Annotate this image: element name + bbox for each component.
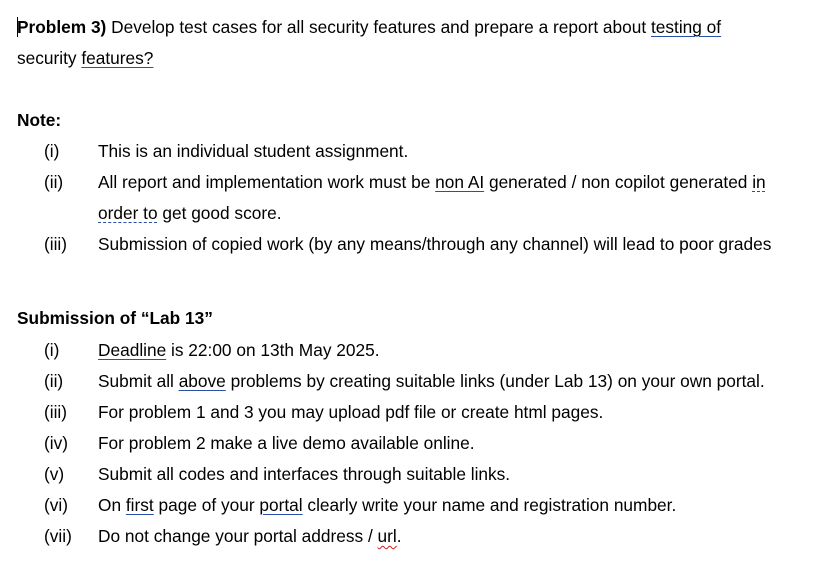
item-number: (vii): [44, 526, 72, 546]
problem-link-testing: testing of: [650, 17, 722, 37]
non-ai-underlined: non AI: [435, 172, 485, 192]
item-number: (ii): [44, 371, 64, 391]
problem-text: Develop test cases for all security features and prepare a report about: [106, 17, 651, 37]
item-number: (iii): [44, 402, 68, 422]
item-number: (vi): [44, 495, 68, 515]
problem-line-1: [17, 17, 721, 38]
item-number: (iii): [44, 234, 68, 254]
deadline-underlined: Deadline: [98, 340, 167, 360]
note-heading: Note:: [17, 110, 62, 130]
item-text: order to get good score.: [98, 203, 282, 223]
above-underlined: above: [178, 371, 226, 391]
portal-underlined: portal: [259, 495, 303, 515]
item-text: Deadline is 22:00 on 13th May 2025.: [98, 340, 380, 360]
item-text: Submit all above problems by creating suitable links (under Lab 13) on your own portal.: [98, 371, 765, 391]
item-text: Do not change your portal address / url.: [98, 526, 402, 546]
spelling-mark: url: [377, 526, 397, 546]
grammar-mark: in: [752, 172, 766, 192]
problem-line-2: [17, 48, 153, 69]
item-text: Submission of copied work (by any means/through any channel) will lead to poor grades: [98, 234, 772, 254]
item-text: For problem 2 make a live demo available online.: [98, 433, 475, 453]
problem-link-features: features?: [81, 48, 154, 68]
grammar-mark: order to: [98, 203, 158, 223]
item-text: All report and implementation work must be non AI generated / non copilot generated in: [98, 172, 766, 192]
problem-label: Problem 3): [17, 17, 107, 37]
item-text: On first page of your portal clearly write your name and registration number.: [98, 495, 677, 515]
item-number: (i): [44, 340, 60, 360]
item-number: (ii): [44, 172, 64, 192]
item-text: This is an individual student assignment.: [98, 141, 409, 161]
problem-text-2: security: [17, 48, 82, 68]
item-number: (iv): [44, 433, 68, 453]
first-underlined: first: [125, 495, 154, 515]
submission-heading: Submission of “Lab 13”: [17, 308, 213, 328]
item-number: (v): [44, 464, 65, 484]
item-text: Submit all codes and interfaces through suitable links.: [98, 464, 511, 484]
item-number: (i): [44, 141, 60, 161]
item-text: For problem 1 and 3 you may upload pdf file or create html pages.: [98, 402, 604, 422]
